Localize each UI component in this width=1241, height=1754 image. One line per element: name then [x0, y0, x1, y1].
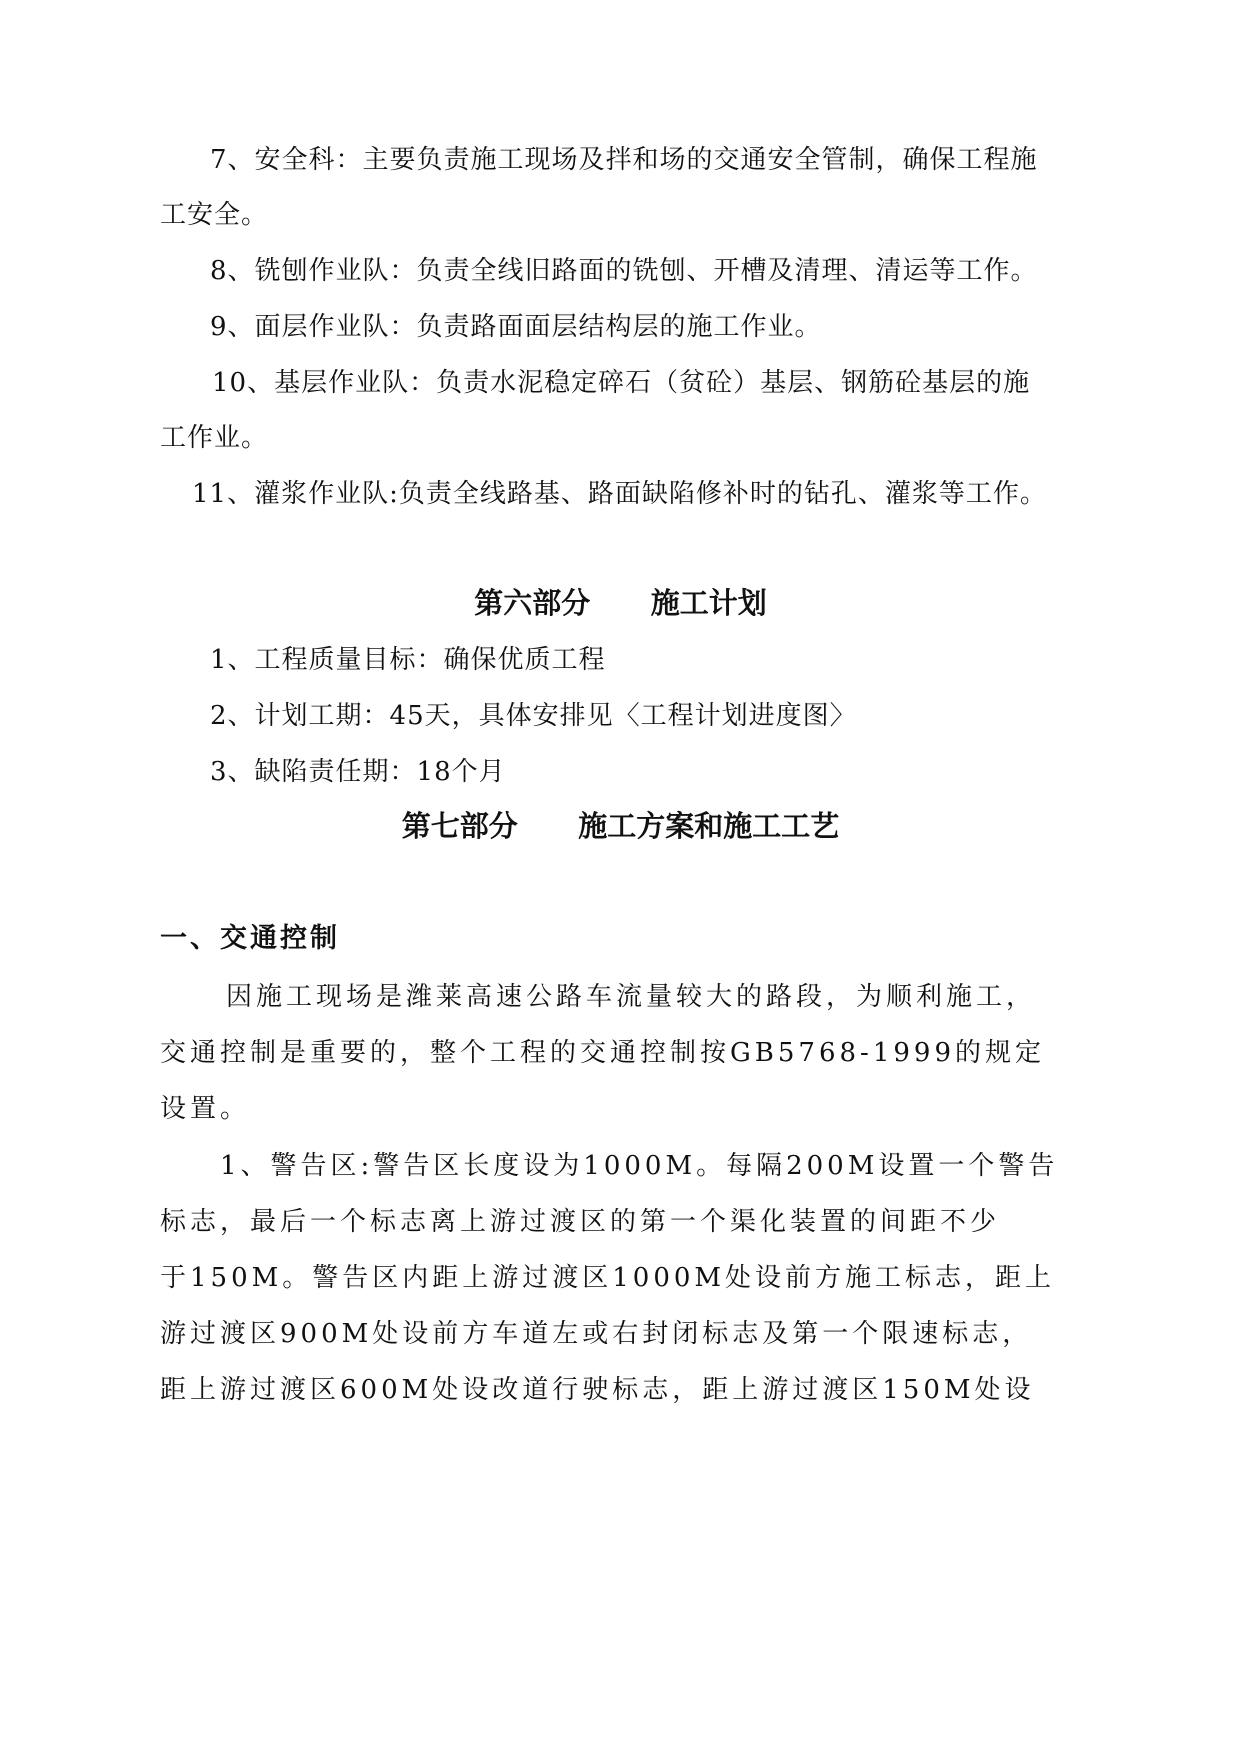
item-8: 8、铣刨作业队：负责全线旧路面的铣刨、开槽及清理、清运等工作。 [210, 256, 1038, 286]
warning-zone-line-3: 于150M。警告区内距上游过渡区1000M处设前方施工标志，距上 [160, 1263, 1056, 1293]
section-traffic-control-title: 一、交通控制 [160, 923, 340, 954]
intro-line-2: 交通控制是重要的，整个工程的交通控制按GB5768-1999的规定 [160, 1038, 1045, 1068]
warning-zone-line-1: 1、警告区:警告区长度设为1000M。每隔200M设置一个警告 [220, 1151, 1059, 1181]
part-6-item-1: 1、工程质量目标：确保优质工程 [210, 645, 606, 675]
item-7-line-1: 7、安全科：主要负责施工现场及拌和场的交通安全管制，确保工程施 [210, 145, 1038, 175]
intro-line-1: 因施工现场是潍莱高速公路车流量较大的路段，为顺利施工， [226, 982, 1037, 1012]
item-7-line-2: 工安全。 [160, 200, 269, 230]
warning-zone-line-4: 游过渡区900M处设前方车道左或右封闭标志及第一个限速标志， [160, 1319, 1033, 1349]
part-6-heading: 第六部分 施工计划 [474, 586, 767, 620]
part-7-heading: 第七部分 施工方案和施工工艺 [401, 809, 840, 843]
part-6-item-2: 2、计划工期：45天，具体安排见〈工程计划进度图〉 [210, 701, 857, 731]
part-6-item-3: 3、缺陷责任期：18个月 [210, 757, 506, 787]
intro-line-3: 设置。 [160, 1094, 251, 1124]
item-11: 11、灌浆作业队:负责全线路基、路面缺陷修补时的钻孔、灌浆等工作。 [192, 479, 1047, 509]
warning-zone-line-5: 距上游过渡区600M处设改道行驶标志，距上游过渡区150M处设 [160, 1375, 1035, 1405]
item-9: 9、面层作业队：负责路面面层结构层的施工作业。 [210, 312, 822, 342]
warning-zone-line-2: 标志，最后一个标志离上游过渡区的第一个渠化装置的间距不少 [160, 1207, 1001, 1237]
item-10-line-2: 工作业。 [160, 423, 269, 453]
item-10-line-1: 10、基层作业队：负责水泥稳定碎石（贫砼）基层、钢筋砼基层的施 [212, 368, 1031, 398]
